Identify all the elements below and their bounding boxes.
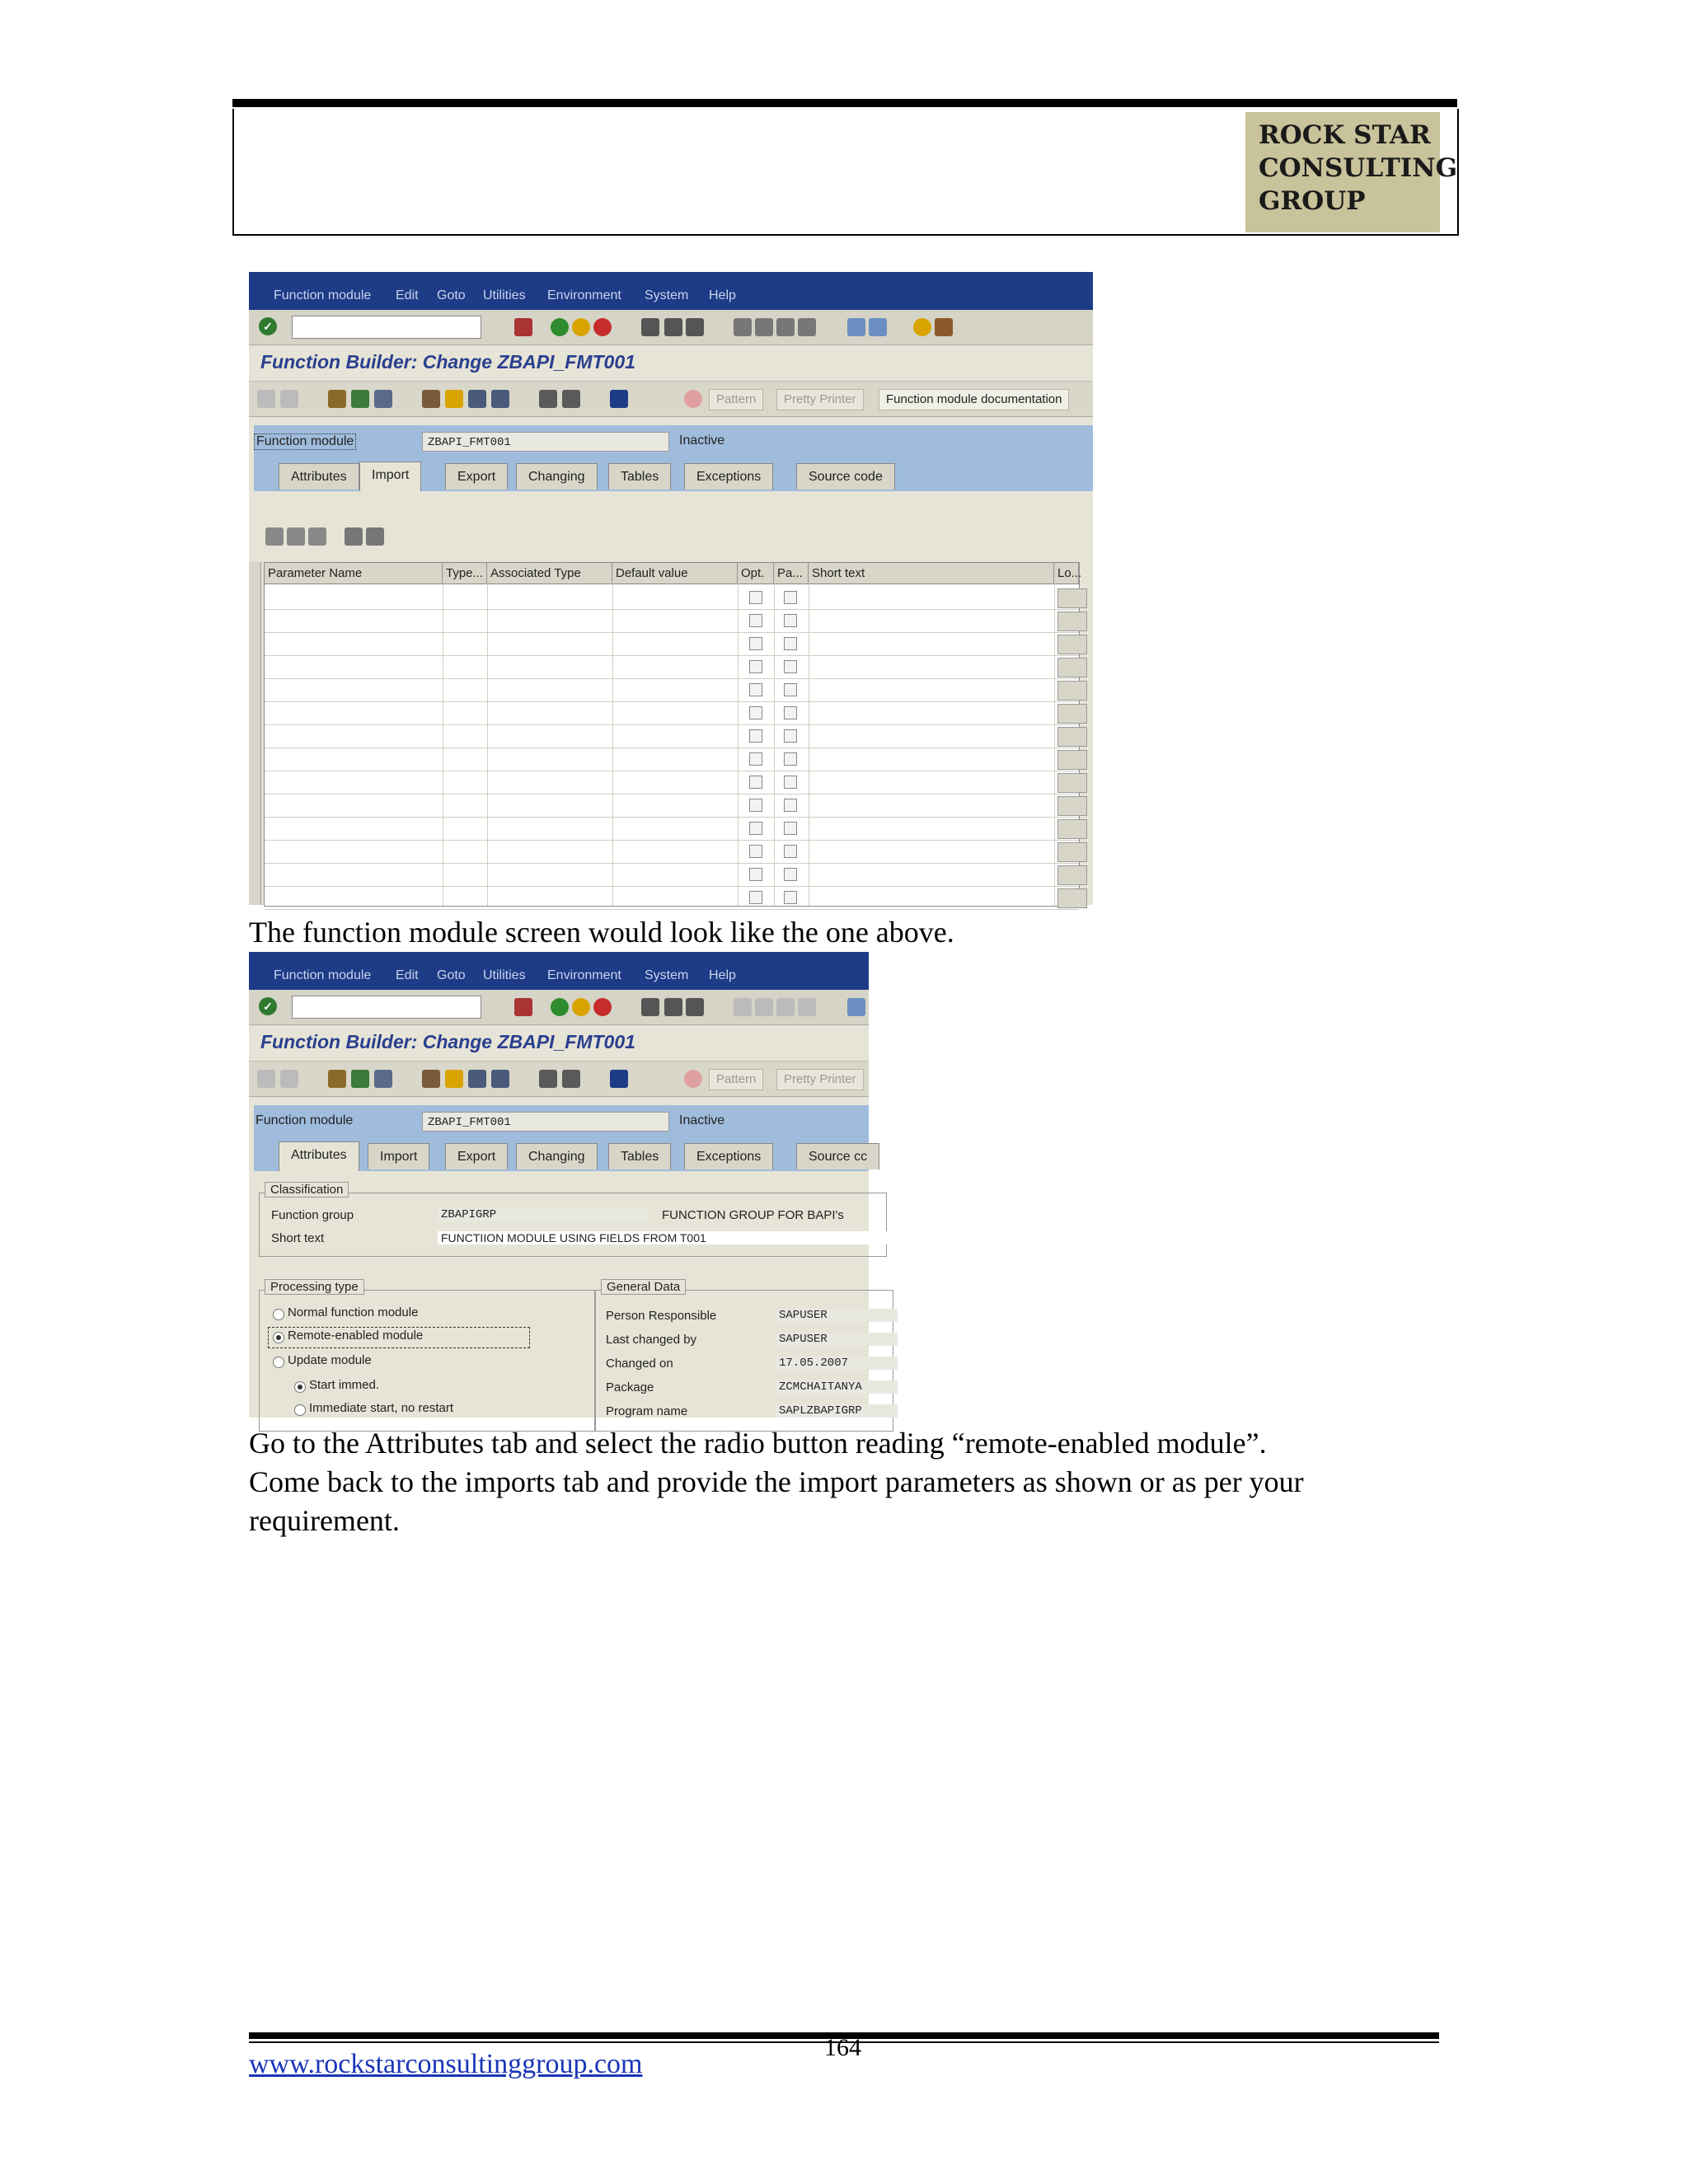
status-text: Inactive [679, 1113, 725, 1127]
optional-checkbox[interactable] [749, 891, 762, 904]
cut-icon[interactable] [265, 527, 284, 546]
changed-on-label: Changed on [606, 1357, 673, 1371]
row-selector-column[interactable] [249, 562, 261, 905]
back-icon[interactable] [551, 318, 569, 336]
other-object-icon[interactable] [562, 390, 580, 408]
tab-exceptions[interactable]: Exceptions [684, 1143, 773, 1169]
hierarchy-icon[interactable] [539, 1070, 557, 1088]
logo-line-3: GROUP [1259, 186, 1366, 216]
table-row[interactable] [265, 886, 1079, 910]
website-link[interactable]: www.rockstarconsultinggroup.com [249, 2049, 643, 2079]
where-used-icon[interactable] [445, 1070, 463, 1088]
menu-help[interactable]: Help [709, 968, 736, 982]
pass-value-checkbox[interactable] [784, 752, 797, 766]
program-name-value: SAPLZBAPIGRP [776, 1404, 898, 1418]
changed-on-value: 17.05.2007 [776, 1357, 898, 1370]
pass-value-checkbox[interactable] [784, 799, 797, 812]
hierarchy-icon[interactable] [539, 390, 557, 408]
enter-check-icon[interactable]: ✓ [259, 997, 277, 1015]
long-text-button[interactable] [1057, 796, 1087, 816]
parameter-table [264, 562, 1080, 907]
navigation-window-icon[interactable] [491, 1070, 509, 1088]
table-row[interactable] [265, 678, 1079, 702]
radio-update-module[interactable] [273, 1357, 284, 1368]
activate-icon[interactable] [374, 1070, 392, 1088]
logo-line-1: ROCK STAR [1259, 120, 1431, 150]
sap-screenshot-import [249, 272, 1093, 905]
back-icon[interactable] [551, 998, 569, 1016]
tab-changing[interactable]: Changing [516, 1143, 598, 1169]
col-typing[interactable]: Type... [443, 563, 487, 584]
long-text-button[interactable] [1057, 888, 1087, 908]
table-row[interactable] [265, 794, 1079, 818]
object-list-icon[interactable] [468, 390, 486, 408]
col-associated-type[interactable]: Associated Type [487, 563, 612, 584]
processing-type-group [259, 1280, 595, 1432]
table-row[interactable] [265, 771, 1079, 794]
col-short-text[interactable]: Short text [809, 563, 1054, 584]
menu-function-module[interactable]: Function module [274, 288, 372, 302]
radio-immediate-no-restart[interactable] [294, 1404, 306, 1416]
previous-page-icon[interactable] [755, 998, 773, 1016]
save-icon[interactable] [514, 998, 532, 1016]
pattern-button[interactable]: Pattern [709, 389, 763, 410]
optional-checkbox[interactable] [749, 799, 762, 812]
back-arrow-icon[interactable] [257, 390, 275, 408]
screen-title: Function Builder: Change ZBAPI_FMT001 [260, 1031, 635, 1052]
update-module-label: Update module [288, 1353, 372, 1367]
optional-checkbox[interactable] [749, 845, 762, 858]
print-icon[interactable] [641, 998, 659, 1016]
display-change-icon[interactable] [328, 1070, 346, 1088]
paragraph-line-2: Come back to the imports tab and provide the import parameters as shown or as per your [249, 1465, 1304, 1498]
tab-exceptions[interactable]: Exceptions [684, 463, 773, 490]
exit-icon[interactable] [572, 318, 590, 336]
tab-source-code[interactable]: Source code [796, 463, 895, 490]
pass-value-checkbox[interactable] [784, 776, 797, 789]
system-toolbar [249, 990, 869, 1025]
tab-strip [254, 1138, 869, 1171]
table-row[interactable] [265, 748, 1079, 771]
start-immediately-label: Start immed. [309, 1378, 380, 1392]
last-changed-by-label: Last changed by [606, 1333, 697, 1347]
save-icon[interactable] [514, 318, 532, 336]
long-text-button[interactable] [1057, 612, 1087, 631]
tab-strip [254, 458, 1093, 491]
function-module-row [254, 425, 1093, 458]
remote-enabled-module-label: Remote-enabled module [288, 1329, 424, 1343]
test-icon[interactable] [422, 390, 440, 408]
command-field[interactable] [292, 316, 481, 339]
next-page-icon[interactable] [776, 998, 795, 1016]
print-icon[interactable] [641, 318, 659, 336]
program-name-label: Program name [606, 1404, 688, 1418]
pretty-printer-button[interactable]: Pretty Printer [776, 1069, 864, 1090]
tab-source-code[interactable]: Source cc [796, 1143, 879, 1169]
pass-value-checkbox[interactable] [784, 868, 797, 881]
documentation-button[interactable]: Function module documentation [879, 389, 1069, 410]
long-text-button[interactable] [1057, 865, 1087, 885]
previous-page-icon[interactable] [755, 318, 773, 336]
insert-row-icon[interactable] [345, 527, 363, 546]
tab-tables[interactable]: Tables [608, 1143, 671, 1169]
last-page-icon[interactable] [798, 318, 816, 336]
long-text-button[interactable] [1057, 819, 1087, 839]
other-object-icon[interactable] [562, 1070, 580, 1088]
package-value: ZCMCHAITANYA [776, 1380, 898, 1394]
long-text-button[interactable] [1057, 750, 1087, 770]
tab-attributes[interactable]: Attributes [279, 463, 359, 490]
pass-value-checkbox[interactable] [784, 706, 797, 719]
long-text-button[interactable] [1057, 727, 1087, 747]
menu-help[interactable]: Help [709, 288, 736, 302]
screen-title: Function Builder: Change ZBAPI_FMT001 [260, 351, 635, 373]
activate-icon[interactable] [374, 390, 392, 408]
menu-bar [249, 952, 869, 990]
tab-export[interactable]: Export [445, 1143, 508, 1169]
pass-value-checkbox[interactable] [784, 822, 797, 835]
navigation-window-icon[interactable] [491, 390, 509, 408]
long-text-button[interactable] [1057, 588, 1087, 608]
optional-checkbox[interactable] [749, 660, 762, 673]
function-module-label: Function module [256, 1113, 354, 1127]
processing-type-title: Processing type [265, 1279, 364, 1295]
optional-checkbox[interactable] [749, 683, 762, 696]
find-next-icon[interactable] [686, 318, 704, 336]
long-text-button[interactable] [1057, 681, 1087, 701]
first-page-icon[interactable] [734, 318, 752, 336]
menu-environment[interactable]: Environment [547, 288, 621, 302]
menu-goto[interactable]: Goto [437, 968, 466, 982]
command-field[interactable] [292, 996, 481, 1019]
menu-utilities[interactable]: Utilities [483, 288, 526, 302]
pass-value-checkbox[interactable] [784, 660, 797, 673]
radio-normal-function-module[interactable] [273, 1309, 284, 1320]
tab-attributes[interactable]: Attributes [279, 1141, 359, 1171]
next-page-icon[interactable] [776, 318, 795, 336]
menu-system[interactable]: System [645, 288, 689, 302]
col-optional[interactable]: Opt. [738, 563, 774, 584]
pass-value-checkbox[interactable] [784, 891, 797, 904]
copy-icon[interactable] [287, 527, 305, 546]
function-group-field[interactable]: ZBAPIGRP [438, 1208, 649, 1221]
cancel-icon[interactable] [593, 998, 612, 1016]
pass-value-checkbox[interactable] [784, 637, 797, 650]
sap-screenshot-attributes [249, 952, 869, 1418]
optional-checkbox[interactable] [749, 752, 762, 766]
short-text-field[interactable]: FUNCTIION MODULE USING FIELDS FROM T001 [438, 1231, 889, 1244]
general-data-group [595, 1280, 893, 1432]
paste-icon[interactable] [308, 527, 326, 546]
function-module-field[interactable]: ZBAPI_FMT001 [422, 1112, 669, 1132]
tab-tables[interactable]: Tables [608, 463, 671, 490]
check-icon[interactable] [351, 1070, 369, 1088]
forward-arrow-icon[interactable] [280, 390, 298, 408]
table-row[interactable] [265, 724, 1079, 748]
menu-system[interactable]: System [645, 968, 689, 982]
tab-import[interactable]: Import [359, 462, 421, 491]
table-row[interactable] [265, 655, 1079, 679]
caption-1: The function module screen would look like the one above. [249, 916, 954, 949]
paragraph-line-1: Go to the Attributes tab and select the radio button reading “remote-enabled module”. [249, 1427, 1267, 1460]
find-icon[interactable] [664, 998, 682, 1016]
table-row[interactable] [265, 586, 1079, 610]
package-label: Package [606, 1380, 654, 1394]
function-group-description: FUNCTION GROUP FOR BAPI's [662, 1208, 844, 1222]
pass-value-checkbox[interactable] [784, 729, 797, 743]
menu-edit[interactable]: Edit [396, 288, 419, 302]
last-changed-by-value: SAPUSER [776, 1333, 898, 1346]
first-page-icon[interactable] [734, 998, 752, 1016]
table-row[interactable] [265, 609, 1079, 633]
info-icon[interactable] [610, 1070, 628, 1088]
exit-icon[interactable] [572, 998, 590, 1016]
optional-checkbox[interactable] [749, 591, 762, 604]
person-responsible-label: Person Responsible [606, 1309, 717, 1323]
last-page-icon[interactable] [798, 998, 816, 1016]
table-row[interactable] [265, 632, 1079, 656]
system-toolbar [249, 310, 1093, 345]
forward-arrow-icon[interactable] [280, 1070, 298, 1088]
cancel-icon[interactable] [593, 318, 612, 336]
long-text-button[interactable] [1057, 704, 1087, 724]
breakpoint-icon[interactable] [684, 390, 702, 408]
function-module-field[interactable]: ZBAPI_FMT001 [422, 432, 669, 452]
header-rule [232, 99, 1457, 107]
help-icon[interactable] [913, 318, 931, 336]
pass-value-checkbox[interactable] [784, 591, 797, 604]
function-module-row [254, 1105, 869, 1138]
menu-edit[interactable]: Edit [396, 968, 419, 982]
optional-checkbox[interactable] [749, 637, 762, 650]
radio-remote-enabled-module[interactable] [273, 1332, 284, 1343]
status-text: Inactive [679, 434, 725, 448]
short-text-label: Short text [271, 1231, 325, 1245]
delete-row-icon[interactable] [366, 527, 384, 546]
table-row[interactable] [265, 817, 1079, 841]
pass-value-checkbox[interactable] [784, 845, 797, 858]
shortcut-icon[interactable] [869, 318, 887, 336]
col-pass-value[interactable]: Pa... [774, 563, 809, 584]
display-change-icon[interactable] [328, 390, 346, 408]
tab-import[interactable]: Import [368, 1143, 429, 1169]
pattern-button[interactable]: Pattern [709, 1069, 763, 1090]
person-responsible-value: SAPUSER [776, 1309, 898, 1322]
menu-utilities[interactable]: Utilities [483, 968, 526, 982]
col-parameter-name[interactable]: Parameter Name [265, 563, 443, 584]
col-long-text[interactable]: Lo... [1054, 563, 1079, 584]
table-row[interactable] [265, 701, 1079, 725]
create-session-icon[interactable] [847, 998, 865, 1016]
tab-export[interactable]: Export [445, 463, 508, 490]
object-list-icon[interactable] [468, 1070, 486, 1088]
page-number: 164 [824, 2034, 861, 2061]
optional-checkbox[interactable] [749, 614, 762, 627]
pass-value-checkbox[interactable] [784, 683, 797, 696]
find-next-icon[interactable] [686, 998, 704, 1016]
optional-checkbox[interactable] [749, 868, 762, 881]
application-toolbar [249, 1061, 869, 1097]
info-icon[interactable] [610, 390, 628, 408]
pretty-printer-button[interactable]: Pretty Printer [776, 389, 864, 410]
long-text-button[interactable] [1057, 842, 1087, 862]
tab-changing[interactable]: Changing [516, 463, 598, 490]
menu-function-module[interactable]: Function module [274, 968, 372, 982]
menu-goto[interactable]: Goto [437, 288, 466, 302]
function-group-label: Function group [271, 1208, 354, 1222]
test-icon[interactable] [422, 1070, 440, 1088]
long-text-button[interactable] [1057, 635, 1087, 654]
radio-start-immediately[interactable] [294, 1381, 306, 1393]
create-session-icon[interactable] [847, 318, 865, 336]
enter-check-icon[interactable]: ✓ [259, 317, 277, 335]
normal-function-module-label: Normal function module [288, 1305, 419, 1319]
optional-checkbox[interactable] [749, 729, 762, 743]
col-default-value[interactable]: Default value [612, 563, 738, 584]
long-text-button[interactable] [1057, 773, 1087, 793]
company-logo [1245, 112, 1458, 232]
find-icon[interactable] [664, 318, 682, 336]
logo-line-2: CONSULTING [1259, 153, 1458, 183]
optional-checkbox[interactable] [749, 706, 762, 719]
pass-value-checkbox[interactable] [784, 614, 797, 627]
layout-menu-icon[interactable] [935, 318, 953, 336]
classification-group [259, 1183, 887, 1257]
paragraph-line-3: requirement. [249, 1504, 400, 1537]
classification-title: Classification [265, 1182, 349, 1197]
check-icon[interactable] [351, 390, 369, 408]
long-text-button[interactable] [1057, 658, 1087, 677]
back-arrow-icon[interactable] [257, 1070, 275, 1088]
application-toolbar [249, 381, 1093, 417]
menu-environment[interactable]: Environment [547, 968, 621, 982]
breakpoint-icon[interactable] [684, 1070, 702, 1088]
table-row[interactable] [265, 863, 1079, 887]
general-data-title: General Data [601, 1279, 686, 1295]
optional-checkbox[interactable] [749, 776, 762, 789]
immediate-no-restart-label: Immediate start, no restart [309, 1401, 454, 1415]
where-used-icon[interactable] [445, 390, 463, 408]
optional-checkbox[interactable] [749, 822, 762, 835]
table-row[interactable] [265, 840, 1079, 864]
function-module-label: Function module [254, 434, 356, 450]
menu-bar [249, 272, 1093, 310]
